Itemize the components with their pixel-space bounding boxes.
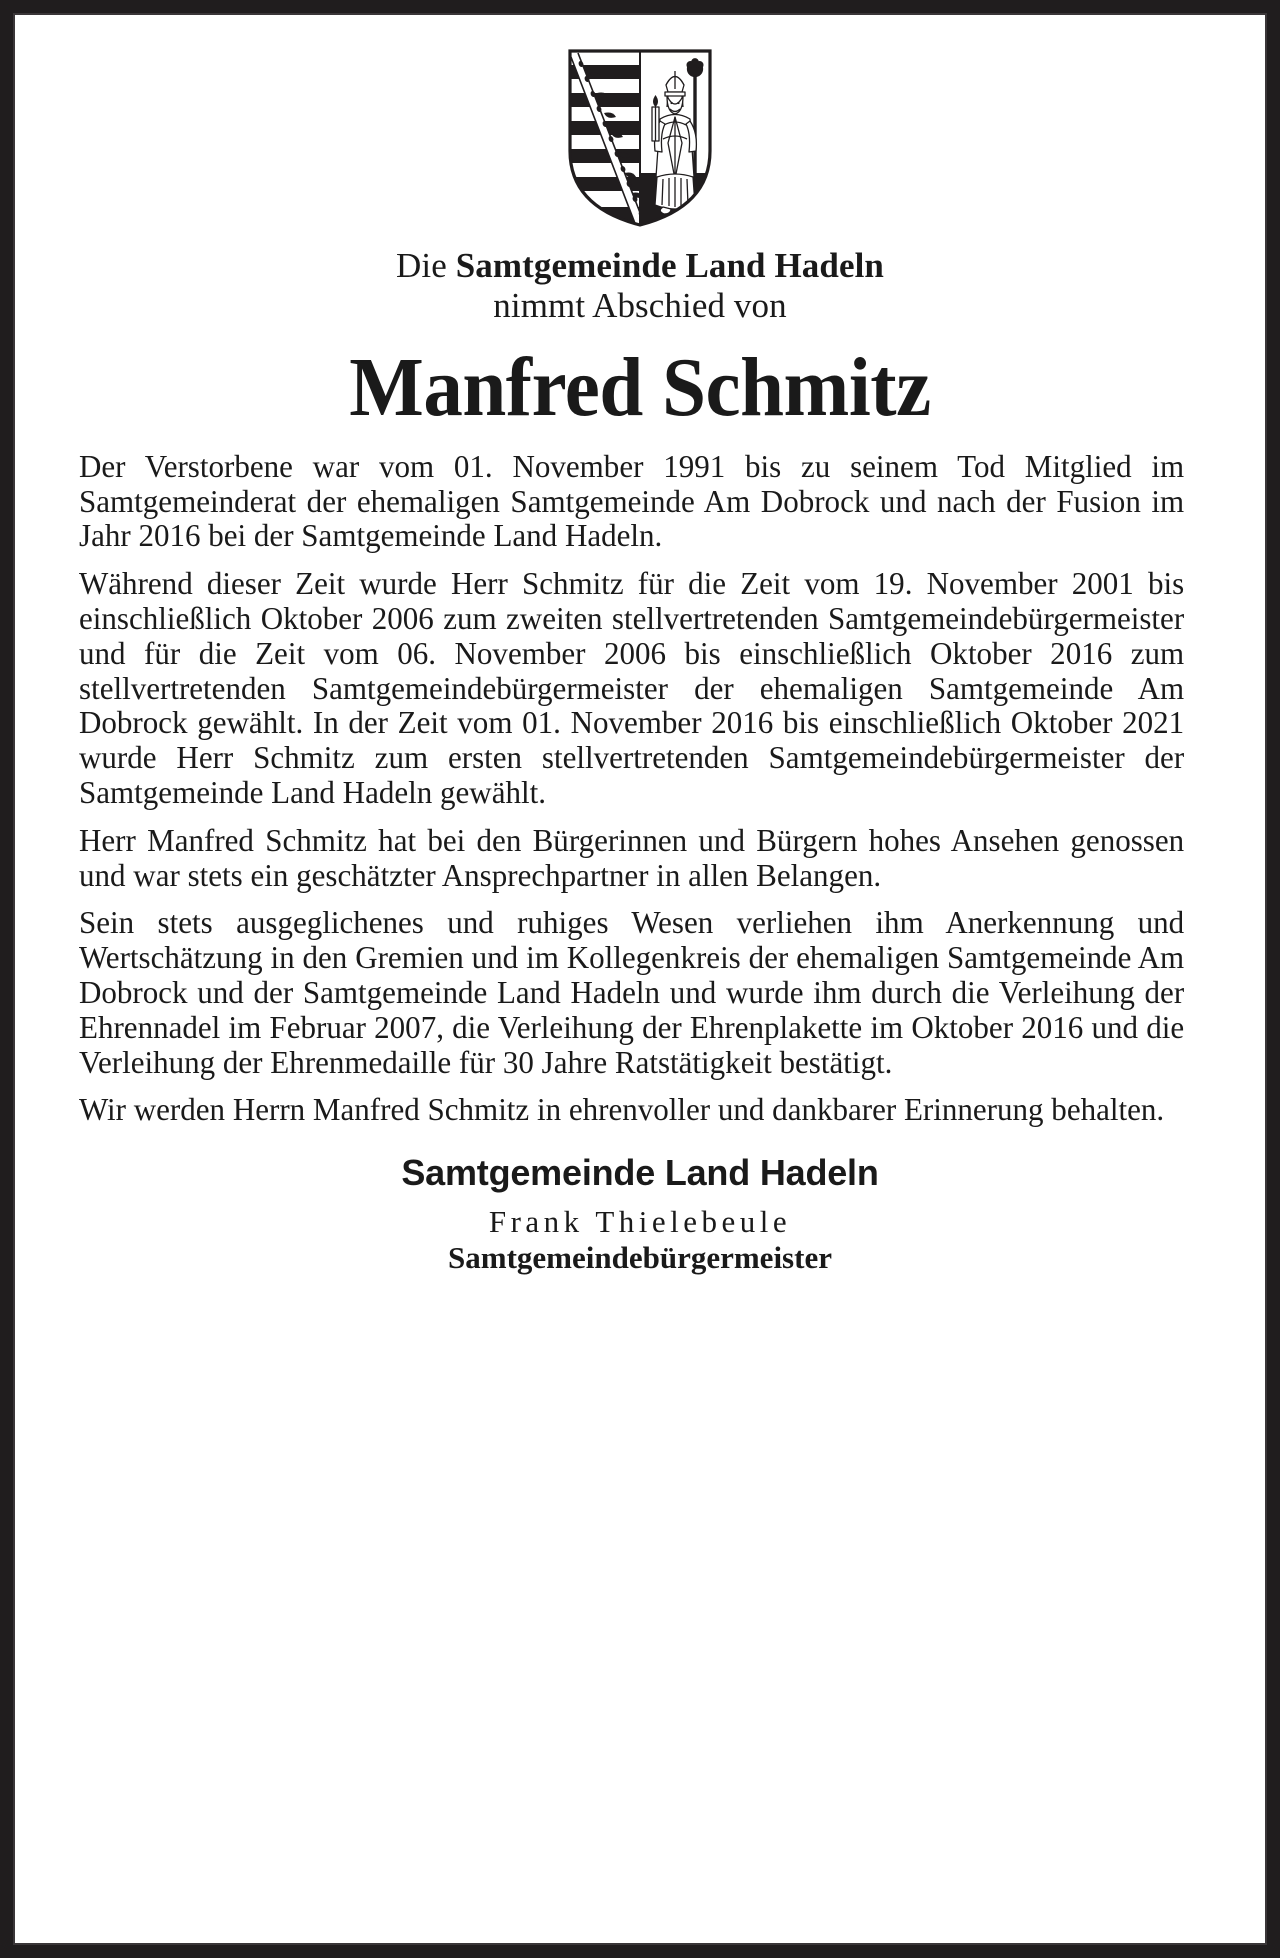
- obituary-inner-border: [13, 13, 1267, 1945]
- body-paragraph: Herr Manfred Schmitz hat bei den Bürgerinnen und Bürgern hohes Ansehen genossen und war stets ein geschätzter Ansprechpartner in allen Belangen.: [79, 822, 1185, 893]
- body-paragraph: Der Verstorbene war vom 01. November 1991 bis zu seinem Tod Mitglied im Samtgemeinderat der ehemaligen Samtgemeinde Am Dobrock und nach der Fusion im Jahr 2016 bei der Samtgemeinde Land Hadeln.: [79, 448, 1185, 554]
- body-paragraph: Während dieser Zeit wurde Herr Schmitz für die Zeit vom 19. November 2001 bis einschließlich Oktober 2006 zum zweiten stellvertretenden Samtgemeindebürgermeister und für die Zeit vom 06. November 2006 bis einschließlich Oktober 2016 zum stellvertretenden Samtgemeindebürgermeister der ehemaligen Samtgemeinde Am Dobrock gewählt. In der Zeit vom 01. November 2016 bis einschließlich Oktober 2021 wurde Herr Schmitz zum ersten stellvertretenden Samtgemeindebürgermeister der Samtgemeinde Land Hadeln gewählt.: [79, 566, 1185, 810]
- coat-of-arms-icon: [564, 47, 716, 229]
- body-paragraph: Wir werden Herrn Manfred Schmitz in ehrenvoller und dankbarer Erinnerung behalten.: [79, 1092, 1165, 1128]
- obituary-notice: [19, 19, 1261, 1939]
- signature-block: [79, 1154, 1201, 1275]
- signatory-organisation: Samtgemeinde Land Hadeln: [401, 1152, 879, 1194]
- heading-prefix: Die: [396, 246, 456, 285]
- signatory-title: Samtgemeindebürgermeister: [448, 1240, 832, 1276]
- notice-heading-line-2: nimmt Abschied von: [493, 285, 787, 325]
- notice-body: [79, 450, 1201, 1128]
- signatory-name: Frank Thielebeule: [488, 1204, 792, 1239]
- heading-organisation: Samtgemeinde Land Hadeln: [455, 246, 884, 285]
- notice-heading-line-1: [79, 246, 1201, 286]
- deceased-name: Manfred Schmitz: [349, 340, 931, 434]
- crest-block: [79, 47, 1201, 234]
- body-paragraph: Sein stets ausgeglichenes und ruhiges Wesen verliehen ihm Anerkennung und Wertschätzung in den Gremien und im Kollegenkreis der ehemaligen Samtgemeinde Am Dobrock und der Samtgemeinde Land Hadeln und wurde ihm durch die Verleihung der Ehrennadel im Februar 2007, die Verleihung der Ehrenplakette im Oktober 2016 und die Verleihung der Ehrenmedaille für 30 Jahre Ratstätigkeit bestätigt.: [79, 905, 1185, 1080]
